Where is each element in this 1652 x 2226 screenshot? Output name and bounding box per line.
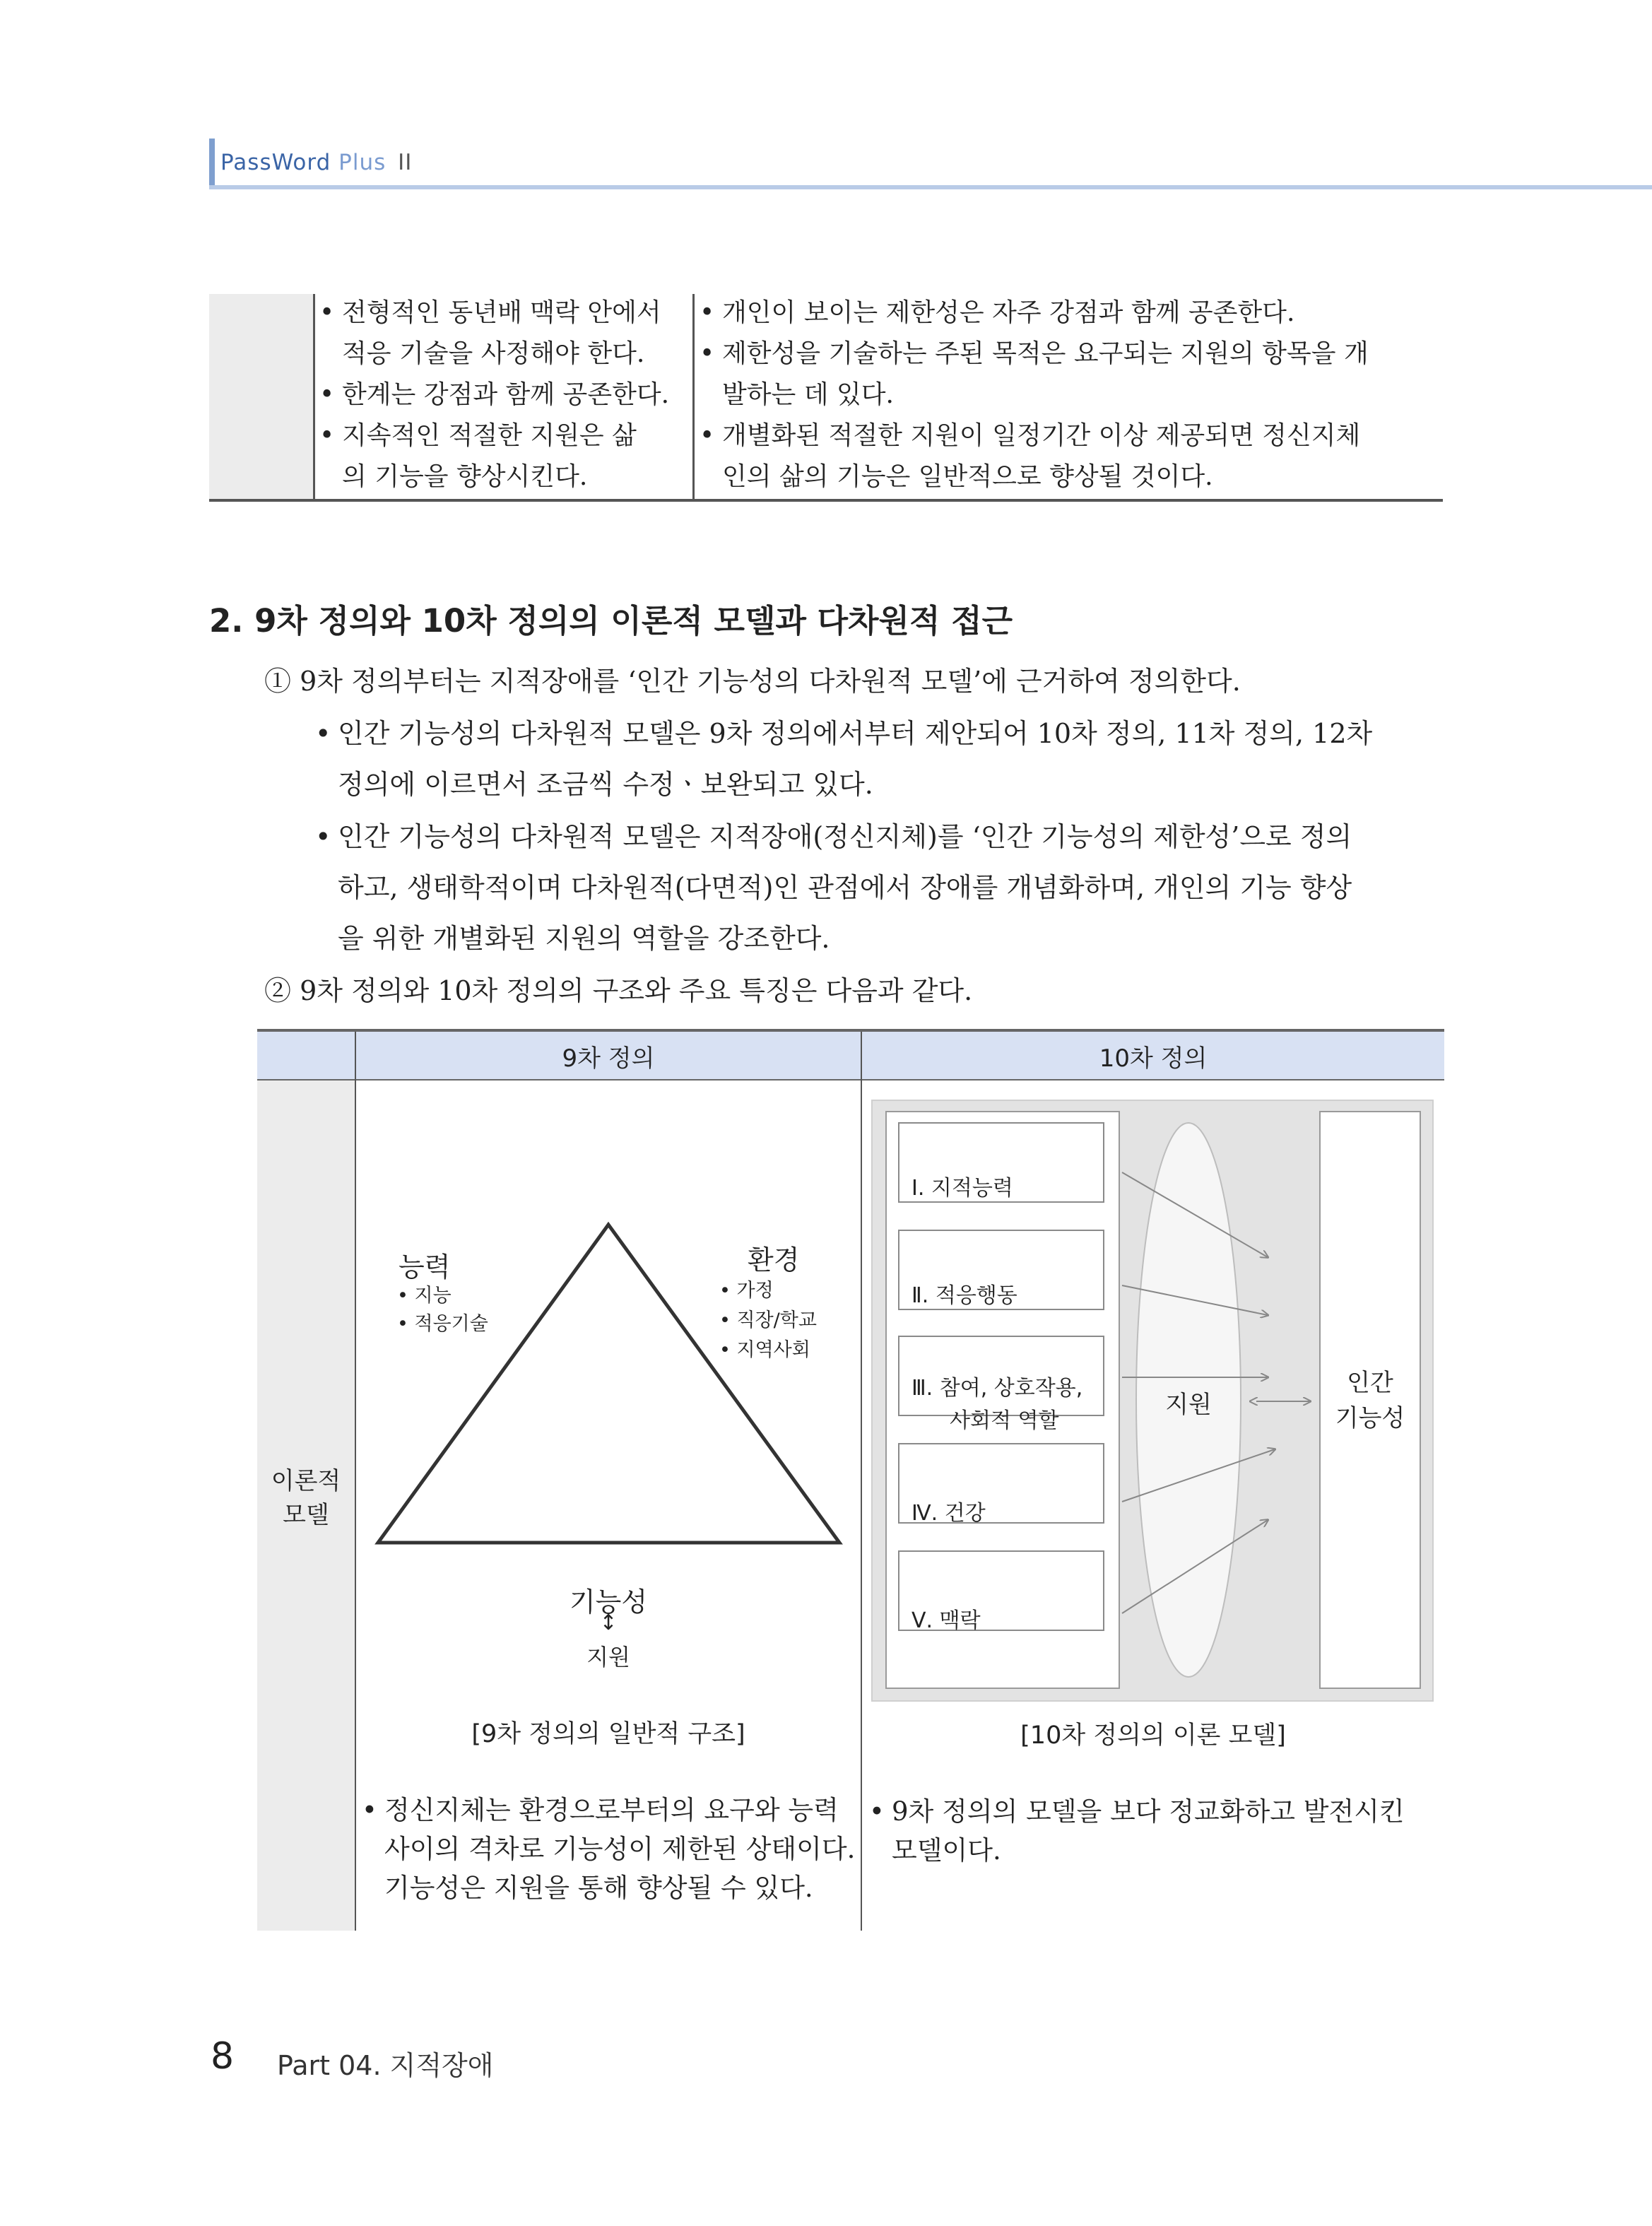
row-label-line-1: 이론적: [271, 1467, 341, 1495]
list-item: • 지역사회: [719, 1339, 810, 1361]
list-item: • 제한성을 기술하는 주된 목적은 요구되는 지원의 항목을 개 발하는 데 있다.: [700, 334, 1441, 416]
dimension-label-2: Ⅱ. 적응행동: [911, 1283, 1017, 1308]
row-label-line-2: 모델: [283, 1501, 329, 1529]
bullet-text: 개인이 보이는 제한성은 자주 강점과 함께 공존한다.: [722, 298, 1295, 327]
header-10th: 10차 정의: [1099, 1044, 1208, 1073]
outcome-label-line-1: 인간: [1347, 1369, 1393, 1397]
table-top-rule: [257, 1029, 1444, 1032]
bullet-text: 지속적인 적절한 지원은 삶: [342, 421, 637, 450]
top-table-divider-2: [692, 294, 695, 500]
environment-title: 환경: [748, 1244, 800, 1276]
caption-10th: [10차 정의의 이론 모델]: [1020, 1721, 1286, 1750]
list-item: • 지능: [397, 1285, 452, 1307]
list-item: • 가정: [719, 1280, 774, 1302]
top-table-left-cell: [319, 293, 692, 497]
support-label-10th: 지원: [1165, 1391, 1212, 1419]
desc-9th: • 정신지체는 환경으로부터의 요구와 능력 사이의 격차로 기능성이 제한된 상태이다. 기능성은 지원을 통해 향상될 수 있다.: [362, 1791, 856, 1907]
list-item: • 전형적인 동년배 맥락 안에서 적응 기술을 사정해야 한다.: [319, 293, 692, 375]
bullet-text-cont: 발하는 데 있다.: [722, 380, 894, 409]
bullet-text: 개별화된 적절한 지원이 일정기간 이상 제공되면 정신지체: [722, 421, 1361, 450]
caption-9th: [9차 정의의 일반적 구조]: [471, 1720, 745, 1748]
bullet-text-cont: 의 기능을 향상시킨다.: [342, 462, 588, 491]
bullet-text: 한계는 강점과 함께 공존한다.: [342, 380, 670, 409]
outcome-label: [1320, 1365, 1420, 1436]
desc-10th: • 9차 정의의 모델을 보다 정교화하고 발전시킨 모델이다.: [869, 1792, 1441, 1870]
updown-arrow-icon: ↕: [599, 1610, 618, 1635]
desc-9th-line-1: 정신지체는 환경으로부터의 요구와 능력: [384, 1795, 839, 1825]
header-rule: [209, 185, 1652, 189]
bullet-2-line-3: 을 위한 개별화된 지원의 역할을 강조한다.: [338, 923, 830, 954]
brand-plus: Plus: [338, 150, 387, 175]
row-label: [257, 1464, 355, 1532]
top-table-bottom-rule: [209, 499, 1443, 502]
bullet-2-line-1: 인간 기능성의 다차원적 모델은 지적장애(정신지체)를 ‘인간 기능성의 제한성’으로 정의: [338, 821, 1352, 852]
section-heading: 2. 9차 정의와 10차 정의의 이론적 모델과 다차원적 접근: [209, 602, 1013, 640]
footer-part-title: Part 04. 지적장애: [277, 2050, 494, 2081]
list-item: • 적응기술: [397, 1313, 488, 1335]
desc-10th-line-1: 9차 정의의 모델을 보다 정교화하고 발전시킨: [892, 1796, 1405, 1827]
top-table-right-cell: [700, 293, 1441, 497]
environment-list: [719, 1276, 817, 1365]
desc-10th-line-2: 모델이다.: [892, 1835, 1001, 1866]
bullet-2: • 인간 기능성의 다차원적 모델은 지적장애(정신지체)를 ‘인간 기능성의 제한성’으로 정의 하고, 생태학적이며 다차원적(다면적)인 관점에서 장애를 개념화하며, 개인의 기능 향상 을 위한 개별화된 지원의 역할을 강조한다.: [315, 811, 1446, 964]
bullet-1-line-1: 인간 기능성의 다차원적 모델은 9차 정의에서부터 제안되어 10차 정의, 11차 정의, 12차: [338, 718, 1373, 749]
desc-9th-line-3: 기능성은 지원을 통해 향상될 수 있다.: [384, 1873, 813, 1903]
ability-list: [397, 1282, 488, 1338]
top-table-label-cell: [209, 294, 314, 500]
functioning-label: 기능성: [569, 1586, 648, 1618]
bullet-text: 전형적인 동년배 맥락 안에서: [342, 298, 661, 327]
page-number: 8: [211, 2035, 235, 2078]
dimension-label-3-line-2: 사회적 역할: [950, 1408, 1059, 1433]
item-1: ① 9차 정의부터는 지적장애를 ‘인간 기능성의 다차원적 모델’에 근거하여 정의한다.: [264, 666, 1241, 697]
list-item: • 직장/학교: [719, 1309, 817, 1331]
dimension-label-4: Ⅳ. 건강: [911, 1501, 986, 1526]
ability-title: 능력: [399, 1252, 451, 1283]
bullet-text-cont: 인의 삶의 기능은 일반적으로 향상될 것이다.: [722, 462, 1213, 491]
list-item: • 개인이 보이는 제한성은 자주 강점과 함께 공존한다.: [700, 298, 1295, 327]
bullet-1: • 인간 기능성의 다차원적 모델은 9차 정의에서부터 제안되어 10차 정의, 11차 정의, 12차 정의에 이르면서 조금씩 수정ㆍ보완되고 있다.: [315, 708, 1446, 810]
desc-9th-line-2: 사이의 격차로 기능성이 제한된 상태이다.: [384, 1834, 856, 1864]
bullet-2-line-2: 하고, 생태학적이며 다차원적(다면적)인 관점에서 장애를 개념화하며, 개인의 기능 향상: [338, 872, 1352, 903]
bullet-1-line-2: 정의에 이르면서 조금씩 수정ㆍ보완되고 있다.: [338, 769, 873, 800]
support-label-9th: 지원: [586, 1644, 630, 1671]
brand-password: PassWord: [220, 150, 331, 175]
bullet-text: 제한성을 기술하는 주된 목적은 요구되는 지원의 항목을 개: [722, 339, 1369, 368]
list-item: • 지속적인 적절한 지원은 삶 의 기능을 향상시킨다.: [319, 416, 692, 497]
running-header: [220, 150, 412, 175]
list-item: • 개별화된 적절한 지원이 일정기간 이상 제공되면 정신지체 인의 삶의 기능은 일반적으로 향상될 것이다.: [700, 416, 1441, 497]
dimension-label-1: Ⅰ. 지적능력: [911, 1176, 1013, 1201]
list-item: • 한계는 강점과 함께 공존한다.: [319, 380, 670, 409]
item-2: ② 9차 정의와 10차 정의의 구조와 주요 특징은 다음과 같다.: [264, 975, 973, 1006]
top-table-divider-1: [313, 294, 315, 500]
dimension-label-3: [911, 1372, 1082, 1437]
brand-volume: II: [398, 150, 413, 175]
bullet-text-cont: 적응 기술을 사정해야 한다.: [342, 339, 645, 368]
header-9th: 9차 정의: [562, 1044, 655, 1073]
dimension-label-5: Ⅴ. 맥락: [911, 1608, 981, 1633]
outcome-label-line-2: 기능성: [1335, 1404, 1405, 1432]
dimension-label-3-line-1: Ⅲ. 참여, 상호작용,: [911, 1376, 1083, 1401]
header-accent-bar: [209, 139, 215, 188]
